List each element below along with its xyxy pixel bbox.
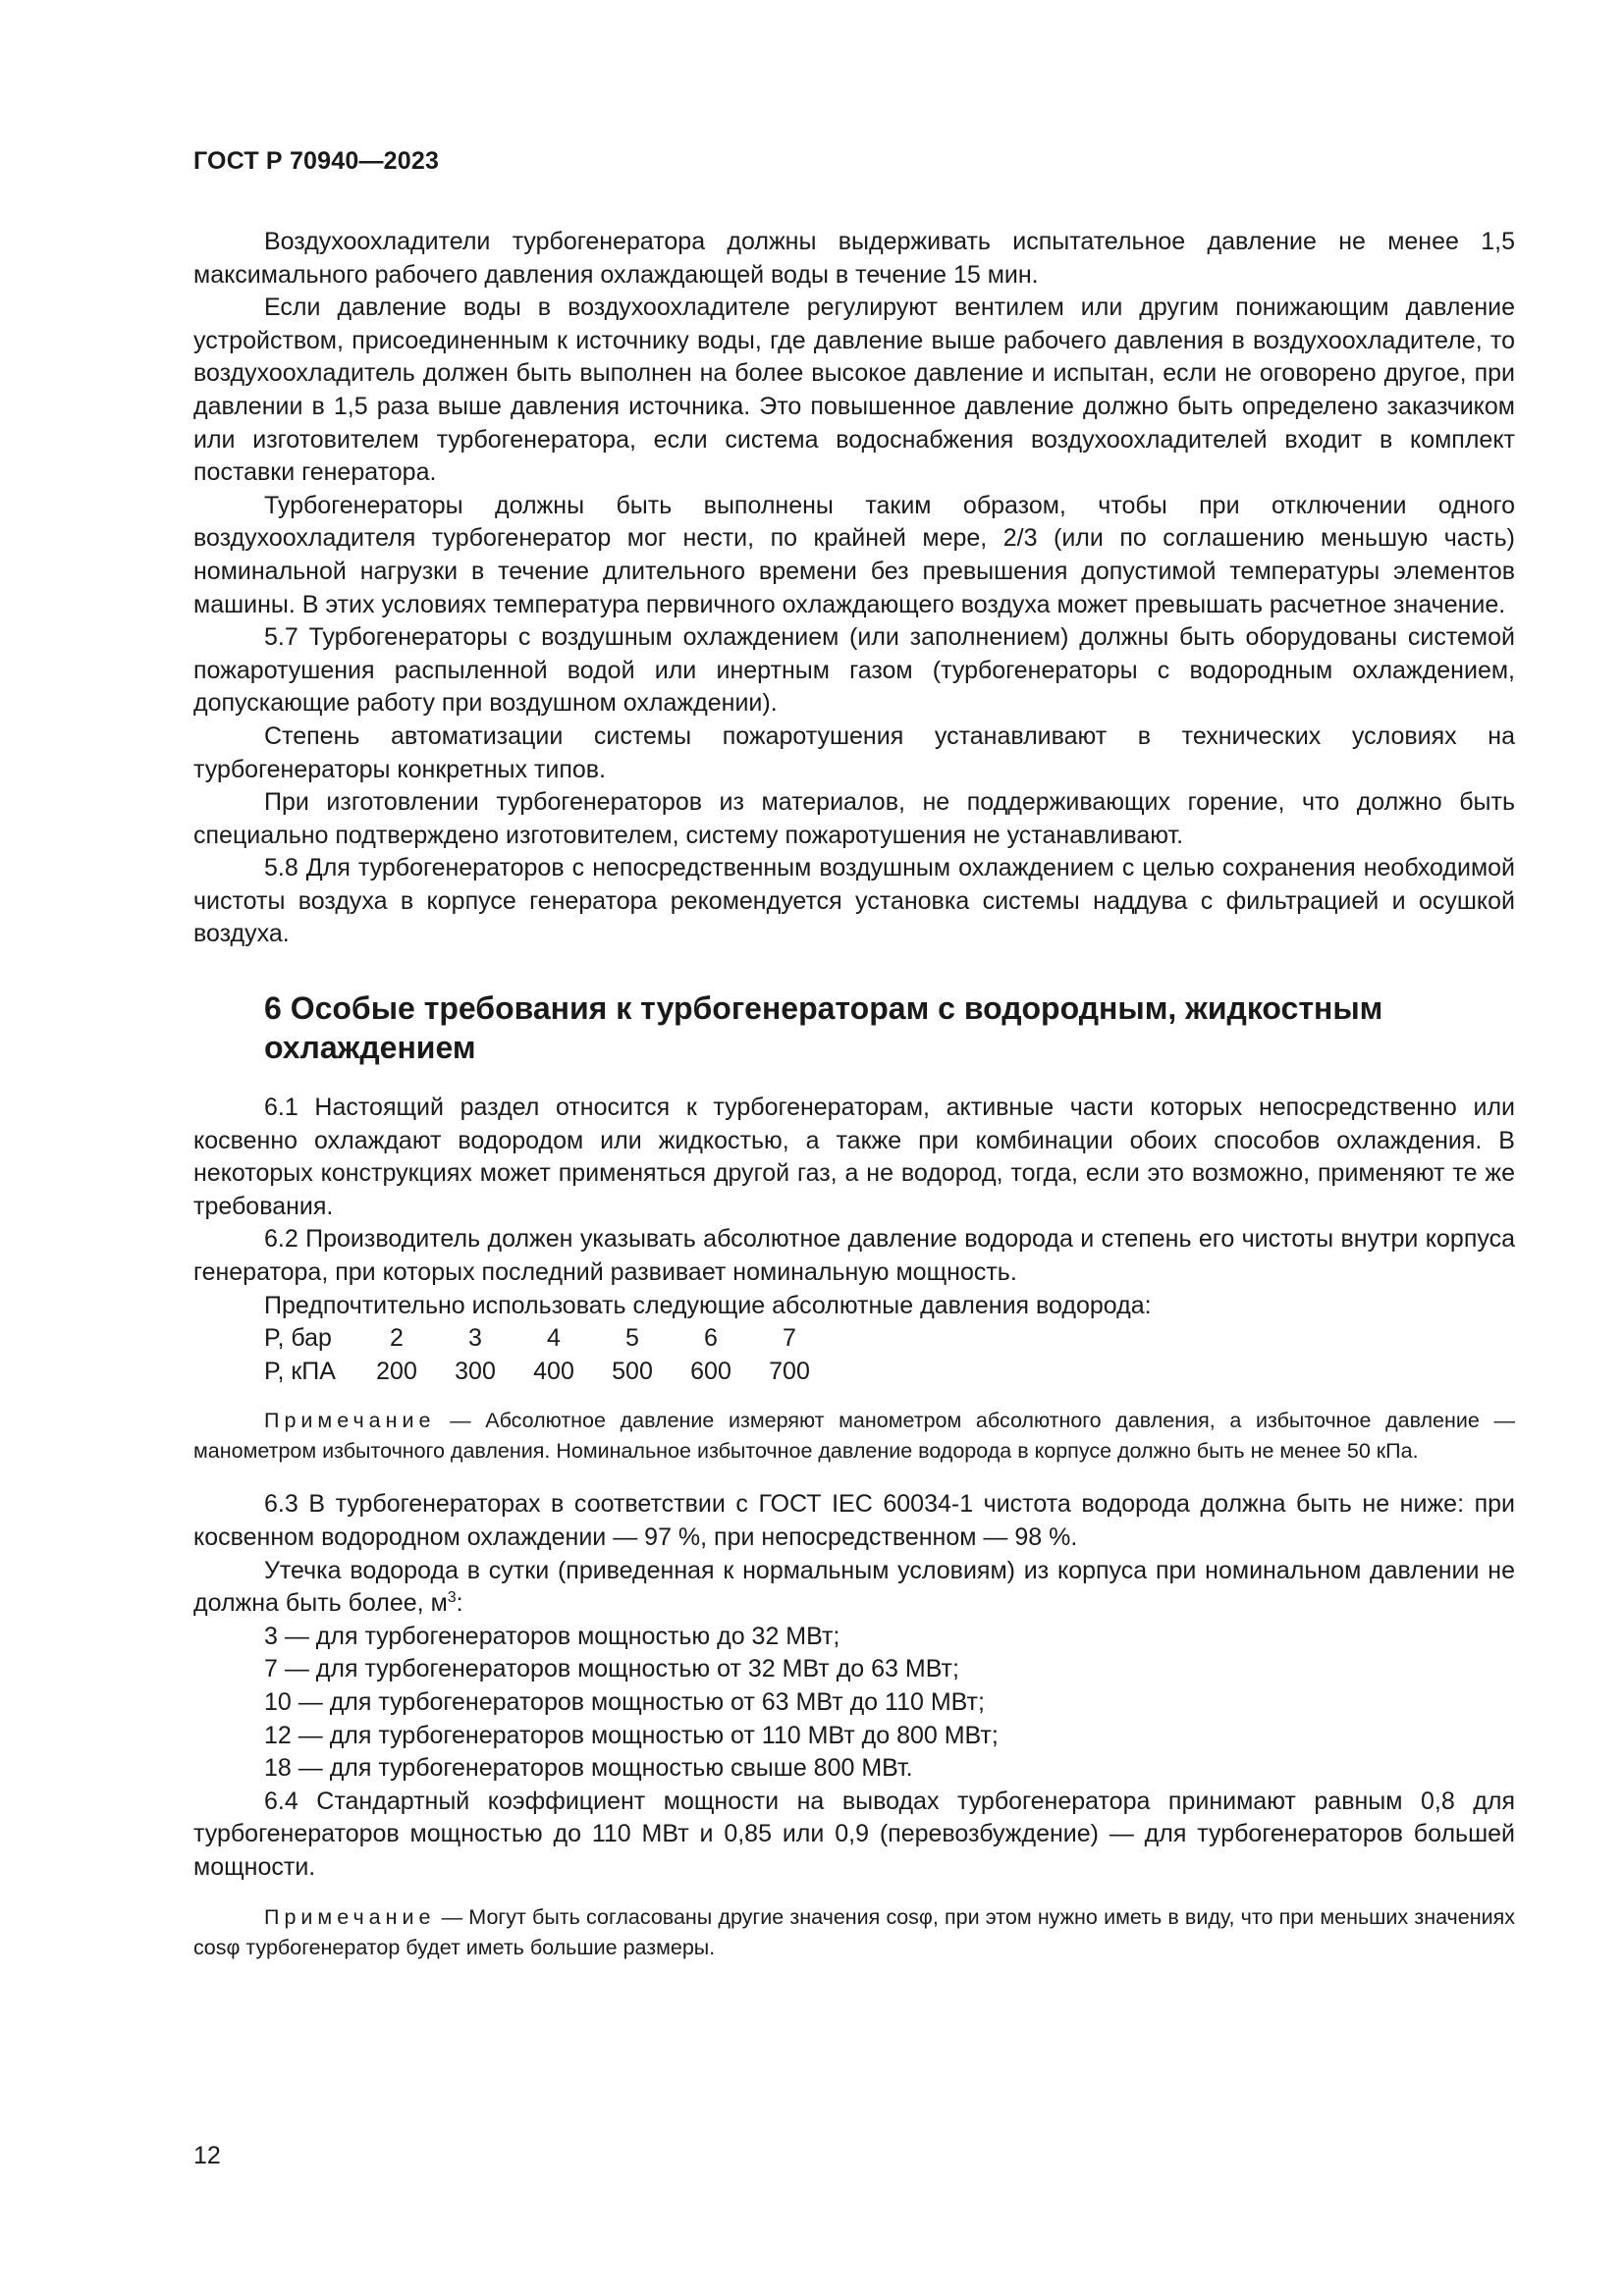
cubic-superscript: 3: [447, 1589, 457, 1607]
pressure-row-bar: [264, 1322, 829, 1356]
pressure-label-bar: P, бар: [264, 1324, 332, 1353]
pressure-cell: 3: [468, 1324, 482, 1353]
document-body: [193, 226, 1515, 1985]
note-text: — Могут быть согласованы другие значения cosφ, при этом нужно иметь в виду, что при меньших значениях cosφ турбогенератор будет иметь большие размеры.: [193, 1904, 1515, 1959]
pressure-cell: 500: [612, 1357, 653, 1385]
paragraph-6-1: 6.1 Настоящий раздел относится к турбогенераторам, активные части которых непосредственно или косвенно охлаждают водородом или жидкостью, а также при комбинации обоих способов охлаждения. В некоторых конструкциях может применяться другой газ, а не водород, тогда, если это возможно, применяют те же требования.: [193, 1094, 1515, 1220]
pressure-table: [264, 1322, 829, 1388]
page-number: 12: [193, 2142, 221, 2169]
paragraph-6-4: 6.4 Стандартный коэффициент мощности на выводах турбогенератора принимают равным 0,8 для турбогенераторов мощностью до 110 МВт и 0,85 или 0,9 (перевозбуждение) — для турбогенераторов большей мощности.: [193, 1787, 1515, 1881]
pressure-cell: 6: [704, 1324, 718, 1353]
pressure-cell: 200: [376, 1357, 417, 1385]
paragraph-non-flammable: При изготовлении турбогенераторов из материалов, не поддерживающих горение, что должно быть специально подтверждено изготовителем, систему пожаротушения не устанавливают.: [193, 788, 1515, 849]
pressure-cell: 5: [625, 1324, 639, 1353]
list-item: 10 — для турбогенераторов мощностью от 63 МВт до 110 МВт;: [264, 1687, 985, 1716]
pressure-label-kpa: P, кПА: [264, 1357, 336, 1385]
list-item: 3 — для турбогенераторов мощностью до 32 МВт;: [264, 1622, 840, 1650]
paragraph-6-3: 6.3 В турбогенераторах в соответствии с ГОСТ IEC 60034-1 чистота водорода должна быть не ниже: при косвенном водородном охлаждении — 97 %, при непосредственном — 98 %.: [193, 1490, 1515, 1551]
paragraph-air-cooler-test: Воздухоохладители турбогенератора должны выдерживать испытательное давление не менее 1,5 максимального рабочего давления охлаждающей воды в течение 15 мин.: [193, 228, 1515, 289]
paragraph-5-8: 5.8 Для турбогенераторов с непосредственным воздушным охлаждением с целью сохранения необходимой чистоты воздуха в корпусе генератора рекомендуется установка системы наддува с фильтрацией и осушкой воздуха.: [193, 854, 1515, 948]
paragraph-6-2-preferred: Предпочтительно использовать следующие абсолютные давления водорода:: [264, 1291, 1152, 1319]
note-label: Примечание: [264, 1904, 436, 1929]
note-text: — Абсолютное давление измеряют манометром абсолютного давления, а избыточное давление — манометром избыточного давления. Номинальное избыточное давление водорода в корпусе должно быть не менее 50 кПа.: [193, 1409, 1515, 1464]
list-item: 12 — для турбогенераторов мощностью от 110 МВт до 800 МВт;: [264, 1721, 999, 1749]
pressure-cell: 700: [769, 1357, 810, 1385]
paragraph-hydrogen-leak: [193, 1555, 1515, 1621]
pressure-cell: 2: [390, 1324, 404, 1353]
pressure-row-kpa: [264, 1356, 829, 1389]
leak-intro-colon: :: [456, 1589, 463, 1618]
leak-intro-text: Утечка водорода в сутки (приведенная к нормальным условиям) из корпуса при номинальном давлении не должна быть более, м: [193, 1556, 1515, 1618]
section-6-title: 6 Особые требования к турбогенераторам с водородным, жидкостным охлаждением: [264, 990, 1383, 1066]
note-label: Примечание: [264, 1409, 436, 1433]
list-item: 7 — для турбогенераторов мощностью от 32 МВт до 63 МВт;: [264, 1655, 959, 1683]
note-power-factor: [193, 1902, 1515, 1963]
pressure-cell: 4: [547, 1324, 561, 1353]
paragraph-cooler-disconnect: Турбогенераторы должны быть выполнены таким образом, чтобы при отключении одного воздухоохладителя турбогенератор мог нести, по крайней мере, 2/3 (или по соглашению меньшую часть) номинальной нагрузки в течение длительного времени без превышения допустимой температуры элементов машины. В этих условиях температура первичного охлаждающего воздуха может превышать расчетное значение.: [193, 491, 1515, 618]
list-item: 18 — для турбогенераторов мощностью свыше 800 МВт.: [264, 1754, 913, 1783]
paragraph-automation: Степень автоматизации системы пожаротушения устанавливают в технических условиях на турбогенераторы конкретных типов.: [193, 721, 1515, 783]
note-absolute-pressure: [193, 1406, 1515, 1467]
document-code-header: ГОСТ Р 70940—2023: [193, 147, 440, 175]
paragraph-5-7: 5.7 Турбогенераторы с воздушным охлаждением (или заполнением) должны быть оборудованы системой пожаротушения распыленной водой или инертным газом (турбогенераторы с водородным охлаждением, допускающие работу при воздушном охлаждении).: [193, 623, 1515, 718]
pressure-cell: 600: [690, 1357, 731, 1385]
paragraph-6-2: 6.2 Производитель должен указывать абсолютное давление водорода и степень его чистоты внутри корпуса генератора, при которых последний развивает номинальную мощность.: [193, 1225, 1515, 1287]
paragraph-water-pressure: Если давление воды в воздухоохладителе регулируют вентилем или другим понижающим давление устройством, присоединенным к источнику воды, где давление выше рабочего давления в воздухоохладителе, то воздухоохладитель должен быть выполнен на более высокое давление и испытан, если не оговорено другое, при давлении в 1,5 раза выше давления источника. Это повышенное давление должно быть определено заказчиком или изготовителем турбогенератора, если система водоснабжения воздухоохладителей входит в комплект поставки генератора.: [193, 294, 1515, 487]
pressure-cell: 400: [533, 1357, 574, 1385]
pressure-cell: 300: [455, 1357, 496, 1385]
pressure-cell: 7: [783, 1324, 796, 1353]
